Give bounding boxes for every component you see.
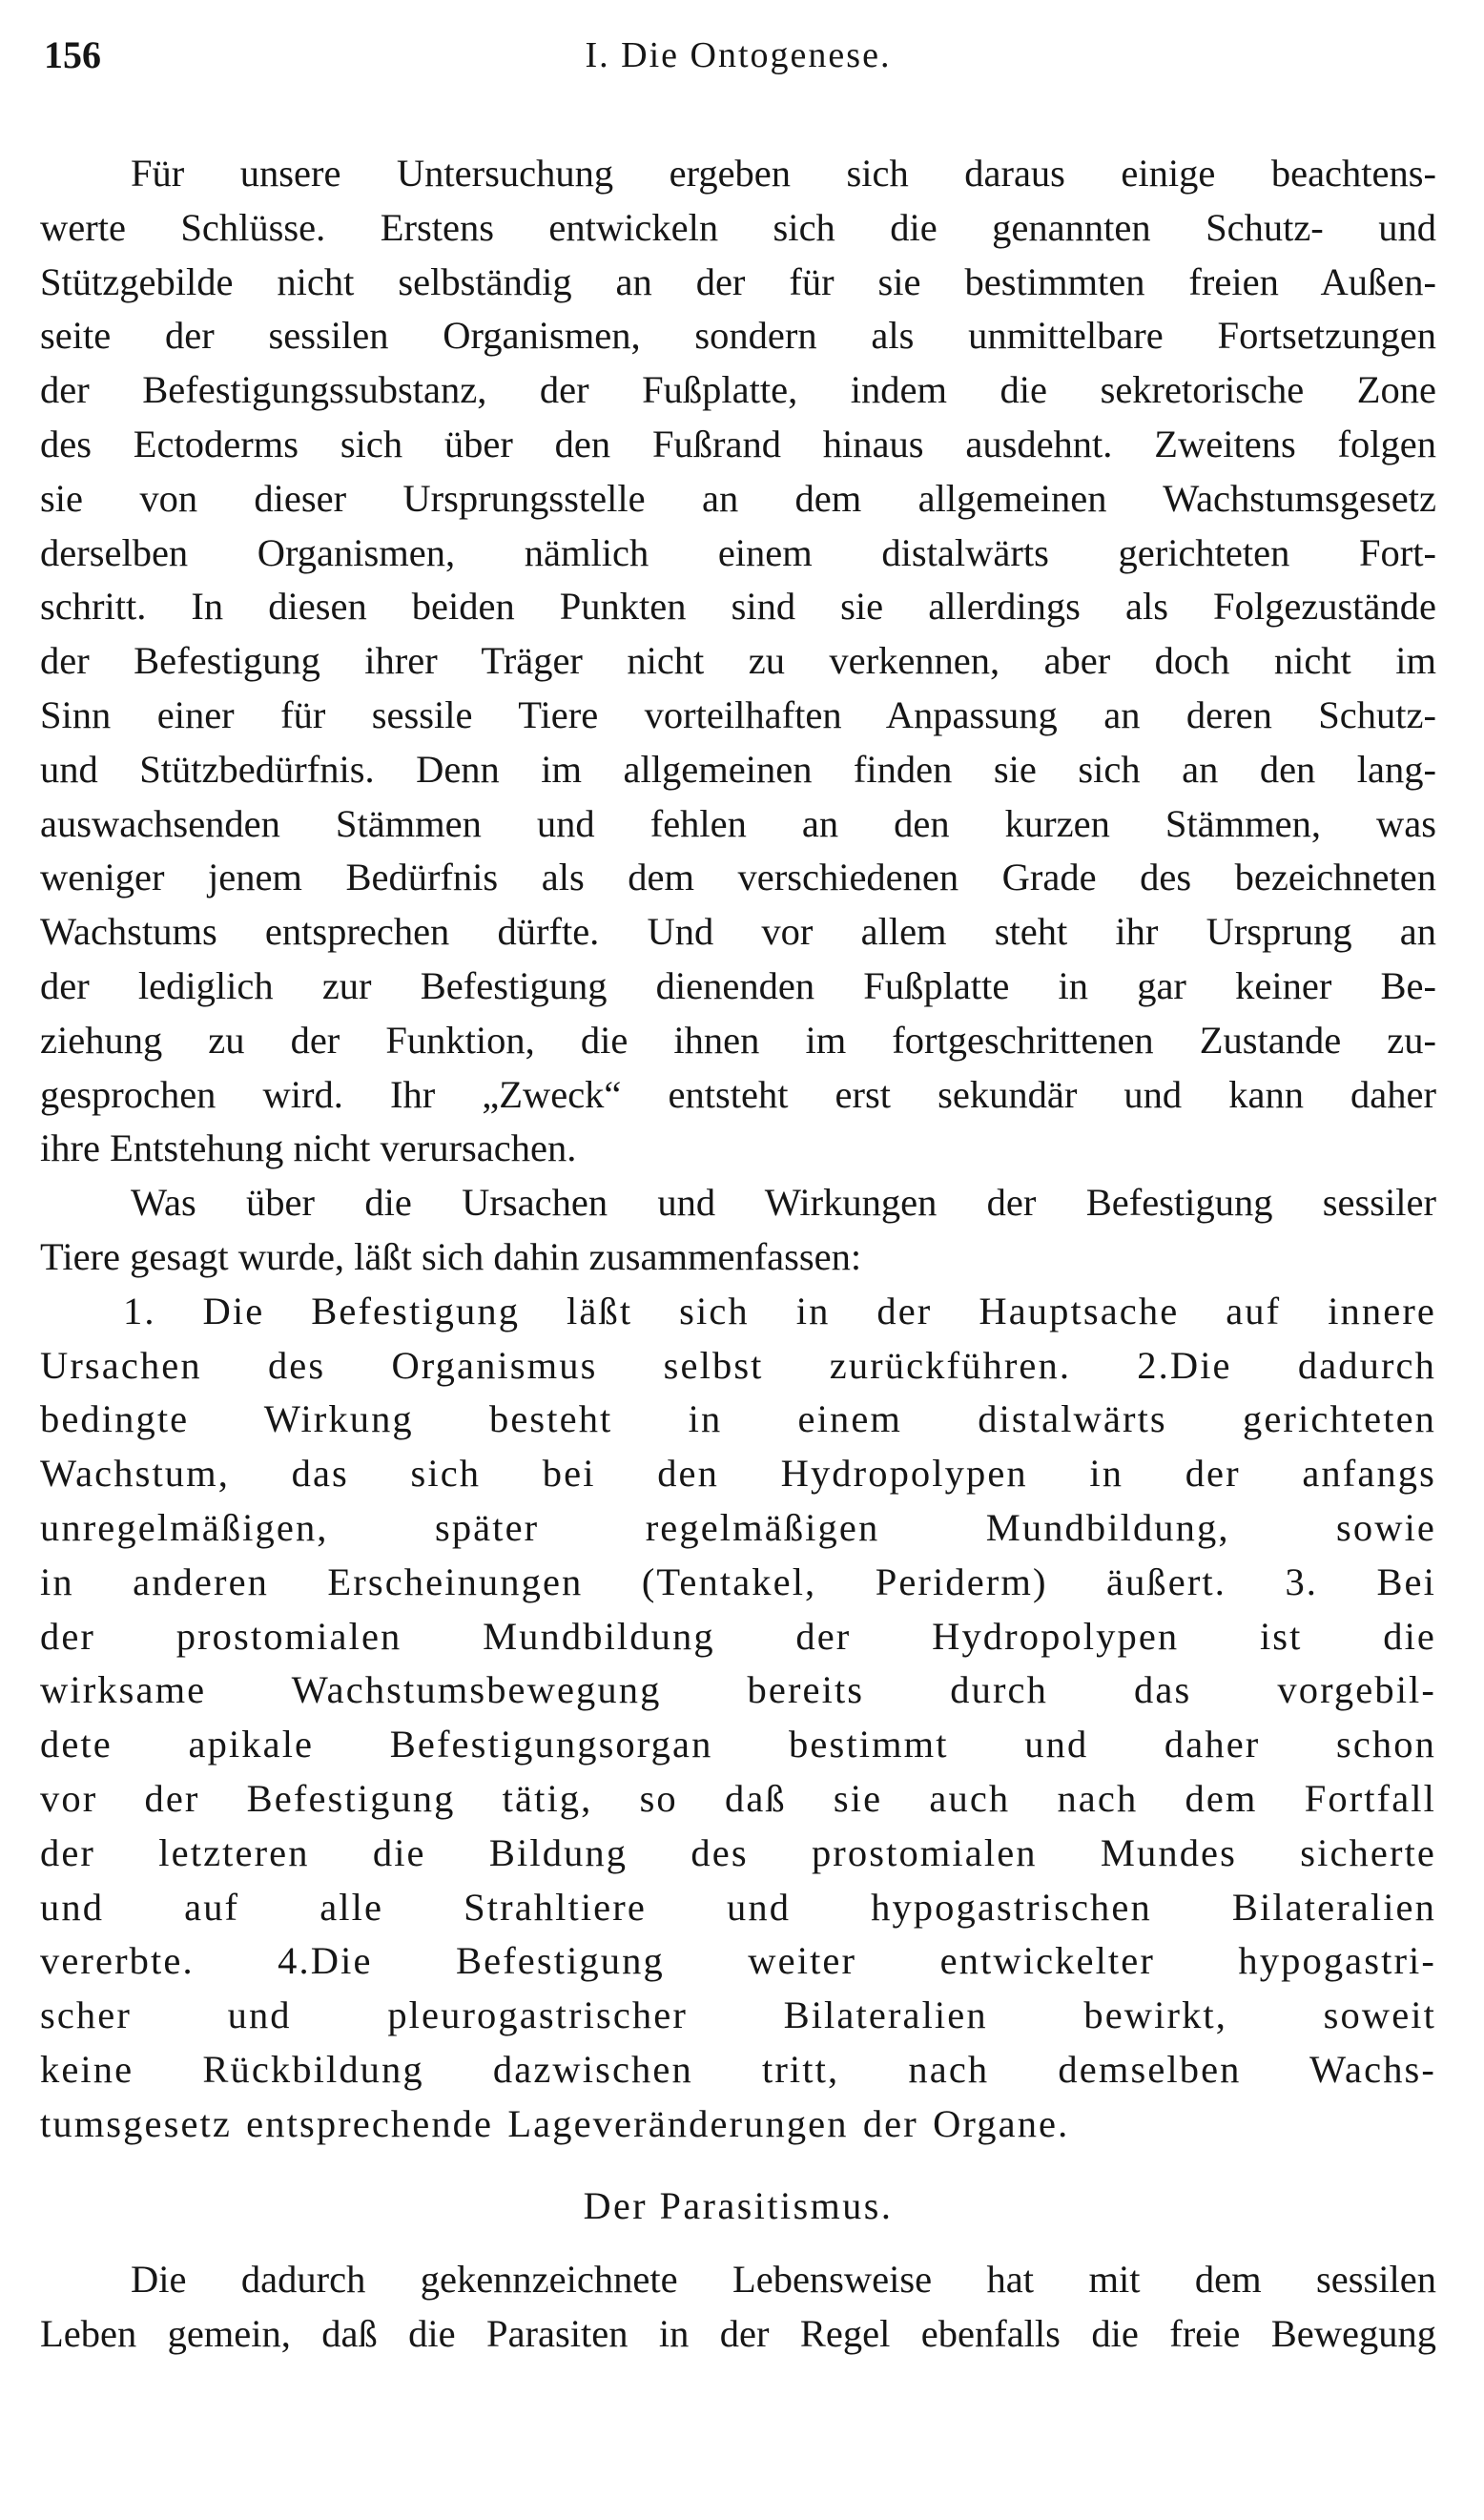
text-line: Die dadurch gekennzeichnete Lebensweise hat mit dem sessilen	[131, 2258, 1436, 2302]
page-number: 156	[44, 33, 101, 76]
text-line: gesprochen wird. Ihr „Zweck“ entsteht erst sekundär und kann daher	[40, 1072, 1436, 1116]
text-line: ziehung zu der Funktion, die ihnen im fortgeschrittenen Zustande zu-	[40, 1018, 1436, 1062]
text-line: 1. Die Befestigung läßt sich in der Hauptsache auf innere	[123, 1289, 1436, 1332]
text-line: Sinn einer für sessile Tiere vorteilhaften Anpassung an deren Schutz-	[40, 692, 1436, 736]
text-line: Ursachen des Organismus selbst zurückführen. 2.Die dadurch	[40, 1343, 1436, 1387]
paragraph-parasitism	[40, 2253, 1436, 2362]
text-line: seite der sessilen Organismen, sondern als unmittelbare Fortsetzungen	[40, 314, 1436, 358]
text-line: scher und pleurogastrischer Bilateralien bewirkt, soweit	[40, 1993, 1436, 2037]
text-line: Was über die Ursachen und Wirkungen der Befestigung sessiler	[131, 1181, 1436, 1225]
text-line: vererbte. 4.Die Befestigung weiter entwickelter hypogastri-	[40, 1939, 1436, 1983]
text-line: in anderen Erscheinungen (Tentakel, Periderm) äußert. 3. Bei	[40, 1560, 1436, 1603]
text-line: tumsgesetz entsprechende Lageveränderungen der Organe.	[40, 2101, 1070, 2145]
text-line: dete apikale Befestigungsorgan bestimmt und daher schon	[40, 1723, 1436, 1766]
text-line: der letzteren die Bildung des prostomialen Mundes sicherte	[40, 1830, 1436, 1874]
text-line: Leben gemein, daß die Parasiten in der Regel ebenfalls die freie Bewegung	[40, 2312, 1436, 2356]
text-line: Stützgebilde nicht selbständig an der für sie bestimmten freien Außen-	[40, 259, 1436, 303]
text-line: unregelmäßigen, später regelmäßigen Mundbildung, sowie	[40, 1505, 1436, 1549]
paragraph-summary-intro	[40, 1176, 1436, 1285]
summary-list	[40, 1285, 1436, 2152]
text-line: und Stützbedürfnis. Denn im allgemeinen finden sie sich an den lang-	[40, 747, 1436, 791]
text-line: derselben Organismen, nämlich einem distalwärts gerichteten Fort-	[40, 530, 1436, 574]
running-head: I. Die Ontogenese.	[585, 35, 892, 75]
text-line: der lediglich zur Befestigung dienenden Fußplatte in gar keiner Be-	[40, 963, 1436, 1007]
text-line: Für unsere Untersuchung ergeben sich daraus einige beachtens-	[131, 152, 1436, 195]
text-line: wirksame Wachstumsbewegung bereits durch das vorgebil-	[40, 1668, 1436, 1712]
page-body	[40, 147, 1436, 2362]
text-line: keine Rückbildung dazwischen tritt, nach demselben Wachs-	[40, 2047, 1436, 2091]
text-line: weniger jenem Bedürfnis als dem verschiedenen Grade des bezeichneten	[40, 856, 1436, 899]
section-heading: Der Parasitismus.	[583, 2184, 894, 2228]
text-line: auswachsenden Stämmen und fehlen an den kurzen Stämmen, was	[40, 801, 1436, 845]
text-line: ihre Entstehung nicht verursachen.	[40, 1126, 577, 1170]
text-line: Tiere gesagt wurde, läßt sich dahin zusammenfassen:	[40, 1234, 862, 1278]
text-line: sie von dieser Ursprungsstelle an dem allgemeinen Wachstumsgesetz	[40, 476, 1436, 520]
text-line: vor der Befestigung tätig, so daß sie auch nach dem Fortfall	[40, 1776, 1436, 1820]
text-line: Wachstum, das sich bei den Hydropolypen in der anfangs	[40, 1452, 1436, 1496]
text-line: der Befestigung ihrer Träger nicht zu verkennen, aber doch nicht im	[40, 639, 1436, 683]
text-line: schritt. In diesen beiden Punkten sind sie allerdings als Folgezustände	[40, 585, 1436, 629]
text-line: der prostomialen Mundbildung der Hydropolypen ist die	[40, 1614, 1436, 1658]
text-line: des Ectoderms sich über den Fußrand hinaus ausdehnt. Zweitens folgen	[40, 422, 1436, 465]
paragraph-conclusions	[40, 147, 1436, 1176]
text-line: bedingte Wirkung besteht in einem distalwärts gerichteten	[40, 1397, 1436, 1441]
text-line: Wachstums entsprechen dürfte. Und vor allem steht ihr Ursprung an	[40, 910, 1436, 954]
text-line: der Befestigungssubstanz, der Fußplatte, indem die sekretorische Zone	[40, 368, 1436, 412]
text-line: werte Schlüsse. Erstens entwickeln sich die genannten Schutz- und	[40, 205, 1436, 249]
text-line: und auf alle Strahltiere und hypogastrischen Bilateralien	[40, 1885, 1436, 1929]
page-header	[40, 29, 1436, 86]
